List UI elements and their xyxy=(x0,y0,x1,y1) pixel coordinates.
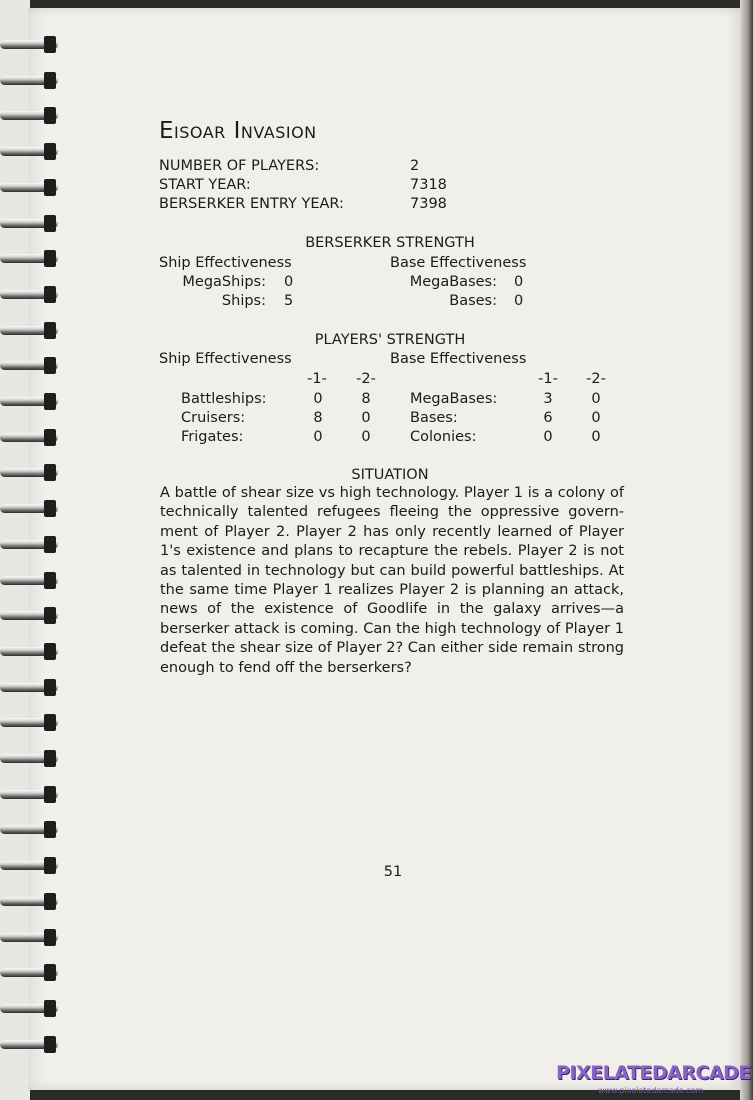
binding-coil xyxy=(0,143,62,161)
watermark-url: www.pixelatedarcade.com xyxy=(598,1086,704,1095)
players-count-label: NUMBER OF PLAYERS: xyxy=(159,158,320,174)
colonies-label: Colonies: xyxy=(410,429,477,445)
battleships-p2: 8 xyxy=(361,391,371,407)
players-strength-heading: PLAYERS' STRENGTH xyxy=(314,332,466,348)
players-bases-p2: 0 xyxy=(591,410,601,426)
start-year-label: START YEAR: xyxy=(159,177,251,193)
players-megabases-label: MegaBases: xyxy=(410,391,498,407)
binding-coil xyxy=(0,250,62,268)
frigates-p2: 0 xyxy=(361,429,371,445)
cruisers-label: Cruisers: xyxy=(181,410,246,426)
situation-paragraph: A battle of shear size vs high technology. Player 1 is a colony of technically talented refugees fleeing the oppressive govern-ment of Player 2. Player 2 has only recently learned of Player 1's existence and plans to recapture the rebels. Player 2 is not as talented in technology but can build powerful battleships. At the same time Player 1 realizes Player 2 is planning an attack, news of the existence of Goodlife in the galaxy arrives—a berserker attack is coming. Can the high technology of Player 1 defeat the shear size of Player 2? Can either side remain strong enough to fend off the berserkers? xyxy=(160,485,624,676)
binding-coil xyxy=(0,857,62,875)
players-bases-p1: 6 xyxy=(543,410,553,426)
binding-coil xyxy=(0,679,62,697)
binding-coil xyxy=(0,500,62,518)
binding-coil xyxy=(0,643,62,661)
binding-coil xyxy=(0,429,62,447)
binding-coil xyxy=(0,286,62,304)
binding-coil xyxy=(0,607,62,625)
binding-coil xyxy=(0,1036,62,1054)
binding-coil xyxy=(0,393,62,411)
players-ship-effectiveness: Ship Effectiveness xyxy=(159,351,292,367)
players-megabases-p1: 3 xyxy=(543,391,553,407)
bases-p1-header: -1- xyxy=(538,371,558,387)
page-edge xyxy=(740,0,753,1100)
frigates-label: Frigates: xyxy=(181,429,244,445)
binding-coil xyxy=(0,750,62,768)
binding-coil xyxy=(0,536,62,554)
binding-coil xyxy=(0,786,62,804)
site-watermark xyxy=(556,1062,752,1096)
players-count-value: 2 xyxy=(410,158,420,174)
binding-coil xyxy=(0,821,62,839)
binding-coil xyxy=(0,929,62,947)
players-base-effectiveness: Base Effectiveness xyxy=(390,351,527,367)
binding-coil xyxy=(0,572,62,590)
battleships-label: Battleships: xyxy=(181,391,267,407)
binding-coil xyxy=(0,714,62,732)
berserker-bases-value: 0 xyxy=(514,293,524,309)
berserker-base-effectiveness: Base Effectiveness xyxy=(390,255,527,271)
ships-label: Ships: xyxy=(221,293,266,309)
berserker-megabases-value: 0 xyxy=(514,274,524,290)
binding-coil xyxy=(0,357,62,375)
berserker-strength-heading: BERSERKER STRENGTH xyxy=(305,235,475,251)
berserker-entry-value: 7398 xyxy=(410,196,447,212)
bases-p2-header: -2- xyxy=(586,371,606,387)
situation-heading: SITUATION xyxy=(351,467,429,483)
binding-coil xyxy=(0,107,62,125)
binding-coil xyxy=(0,36,62,54)
colonies-p1: 0 xyxy=(543,429,553,445)
ships-p2-header: -2- xyxy=(356,371,376,387)
berserker-entry-label: BERSERKER ENTRY YEAR: xyxy=(159,196,344,212)
binding-coil xyxy=(0,893,62,911)
ships-value: 5 xyxy=(284,293,294,309)
cruisers-p2: 0 xyxy=(361,410,371,426)
colonies-p2: 0 xyxy=(591,429,601,445)
binding-coil xyxy=(0,215,62,233)
berserker-megabases-label: MegaBases: xyxy=(409,274,497,290)
players-bases-label: Bases: xyxy=(410,410,458,426)
binding-coil xyxy=(0,179,62,197)
binding-coil xyxy=(0,1000,62,1018)
page-number: 51 xyxy=(383,864,403,880)
binding-coil xyxy=(0,964,62,982)
players-megabases-p2: 0 xyxy=(591,391,601,407)
megaships-label: MegaShips: xyxy=(182,274,266,290)
megaships-value: 0 xyxy=(284,274,294,290)
berserker-bases-label: Bases: xyxy=(449,293,497,309)
ships-p1-header: -1- xyxy=(307,371,327,387)
battleships-p1: 0 xyxy=(313,391,323,407)
frigates-p1: 0 xyxy=(313,429,323,445)
berserker-ship-effectiveness: Ship Effectiveness xyxy=(159,255,292,271)
scenario-title: Eisoar Invasion xyxy=(159,118,317,144)
binding-coil xyxy=(0,72,62,90)
cruisers-p1: 8 xyxy=(313,410,323,426)
watermark-brand: PIXELATEDARCADE xyxy=(556,1062,751,1084)
binding-coil xyxy=(0,322,62,340)
start-year-value: 7318 xyxy=(410,177,447,193)
binding-coil xyxy=(0,464,62,482)
